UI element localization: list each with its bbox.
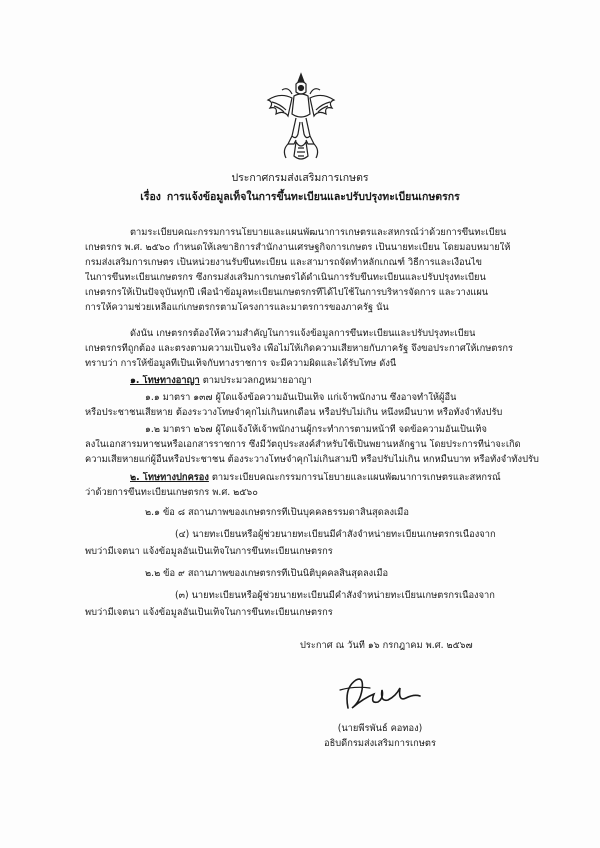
section-2-2-line: ๒.๒ ข้อ ๙ สถานภาพของเกษตรกรที่เป็นนิติบุคคลสิ้นสุดลงเมื่อ	[145, 568, 389, 579]
paragraph-1-line: ตามระเบียบคณะกรรมการนโยบายและแผนพัฒนาการเกษตรและสหกรณ์ว่าด้วยการขึ้นทะเบียน	[130, 227, 507, 238]
announcement-title: ประกาศกรมส่งเสริมการเกษตร	[231, 172, 369, 184]
section-2-1-item-line: พบว่ามีเจตนา แจ้งข้อมูลอันเป็นเท็จในการขึ้นทะเบียนเกษตรกร	[85, 546, 333, 557]
section-2-2-item-line: พบว่ามีเจตนา แจ้งข้อมูลอันเป็นเท็จในการขึ้นทะเบียนเกษตรกร	[85, 607, 333, 618]
announcement-subject	[0, 191, 600, 204]
signer-title: อธิบดีกรมส่งเสริมการเกษตร	[324, 738, 436, 749]
subject-label: เรื่อง	[140, 191, 161, 203]
section-1-heading	[130, 375, 312, 387]
handwritten-signature-icon	[330, 668, 430, 720]
section-2-heading	[130, 472, 501, 484]
section-1-1-line: ๑.๑ มาตรา ๑๓๗ ผู้ใดแจ้งข้อความอันเป็นเท็จ แก่เจ้าพนักงาน ซึ่งอาจทำให้ผู้อื่น	[145, 392, 457, 403]
section-1-2-line: ความเสียหายแก่ผู้อื่นหรือประชาชน ต้องระวางโทษจำคุกไม่เกินสามปี หรือปรับไม่เกิน หกหมื่นบาท หรือทั้งจำทั้งปรับ	[85, 454, 539, 465]
section-2-title: ๒. โทษทางปกครอง	[130, 472, 209, 483]
section-1-subtitle: ตามประมวลกฎหมายอาญา	[202, 375, 312, 386]
section-2-1-item-line: (๔) นายทะเบียนหรือผู้ช่วยนายทะเบียนมีคำสั่งจำหน่ายทะเบียนเกษตรกรเนื่องจาก	[175, 529, 496, 540]
paragraph-2-line: ทราบว่า การให้ข้อมูลที่เป็นเท็จกับทางราชการ จะมีความผิดและได้รับโทษ ดังนี้	[85, 358, 397, 369]
announcement-date: ประกาศ ณ วันที่ ๑๖ กรกฎาคม พ.ศ. ๒๕๖๗	[300, 640, 473, 651]
paragraph-2-line: ดังนั้น เกษตรกรต้องให้ความสำคัญในการแจ้งข้อมูลการขึ้นทะเบียนและปรับปรุงทะเบียน	[130, 328, 476, 339]
paragraph-1-line: ในการขึ้นทะเบียนเกษตรกร ซึ่งกรมส่งเสริมการเกษตรได้ดำเนินการรับขึ้นทะเบียนและปรับปรุงทะเบียน	[85, 272, 486, 283]
subject-text: การแจ้งข้อมูลเท็จในการขึ้นทะเบียนและปรับปรุงทะเบียนเกษตรกร	[166, 191, 460, 203]
paragraph-1-line: กรมส่งเสริมการเกษตร เป็นหน่วยงานรับขึ้นทะเบียน และสามารถจัดทำหลักเกณฑ์ วิธีการและเงื่อนไข	[85, 257, 483, 268]
paragraph-2-line: เกษตรกรที่ถูกต้อง และตรงตามความเป็นจริง เพื่อไม่ให้เกิดความเสียหายกับภาครัฐ จึงขอประกาศให้เกษตรกร	[85, 343, 513, 354]
section-2-1-line: ๒.๑ ข้อ ๘ สถานภาพของเกษตรกรที่เป็นบุคคลธรรมดาสิ้นสุดลงเมื่อ	[145, 507, 409, 518]
paragraph-1-line: เกษตรกรให้เป็นปัจจุบันทุกปี เพื่อนำข้อมูลทะเบียนเกษตรกรที่ได้ไปใช้ในการบริหารจัดการ และวางแผน	[85, 287, 489, 298]
paragraph-1-line: การให้ความช่วยเหลือแก่เกษตรกรตามโครงการและมาตรการของภาครัฐ นั้น	[85, 302, 389, 313]
section-2-subtitle: ตามระเบียบคณะกรรมการนโยบายและแผนพัฒนาการเกษตรและสหกรณ์	[211, 472, 501, 483]
paragraph-1-line: เกษตรกร พ.ศ. ๒๕๖๐ กำหนดให้เลขาธิการสำนักงานเศรษฐกิจการเกษตร เป็นนายทะเบียน โดยมอบหมายให้	[85, 242, 511, 253]
section-1-title: ๑. โทษทางอาญา	[130, 375, 200, 386]
section-1-2-line: ๑.๒ มาตรา ๒๖๗ ผู้ใดแจ้งให้เจ้าพนักงานผู้กระทำการตามหน้าที่ จดข้อความอันเป็นเท็จ	[145, 424, 487, 435]
section-2-2-item-line: (๓) นายทะเบียนหรือผู้ช่วยนายทะเบียนมีคำสั่งจำหน่ายทะเบียนเกษตรกรเนื่องจาก	[175, 590, 495, 601]
garuda-emblem-icon	[262, 70, 340, 166]
section-1-1-line: หรือประชาชนเสียหาย ต้องระวางโทษจำคุกไม่เกินหกเดือน หรือปรับไม่เกิน หนึ่งหมื่นบาท หรือทั้งจำทั้งปรับ	[85, 407, 503, 418]
signer-name: (นายพีรพันธ์ คอทอง)	[337, 723, 423, 734]
section-1-2-line: ลงในเอกสารมหาชนหรือเอกสารราชการ ซึ่งมีวัตถุประสงค์สำหรับใช้เป็นพยานหลักฐาน โดยประการที่น่าจะเกิด	[85, 439, 521, 450]
section-2-heading-line-2: ว่าด้วยการขึ้นทะเบียนเกษตรกร พ.ศ. ๒๕๖๐	[85, 487, 258, 498]
